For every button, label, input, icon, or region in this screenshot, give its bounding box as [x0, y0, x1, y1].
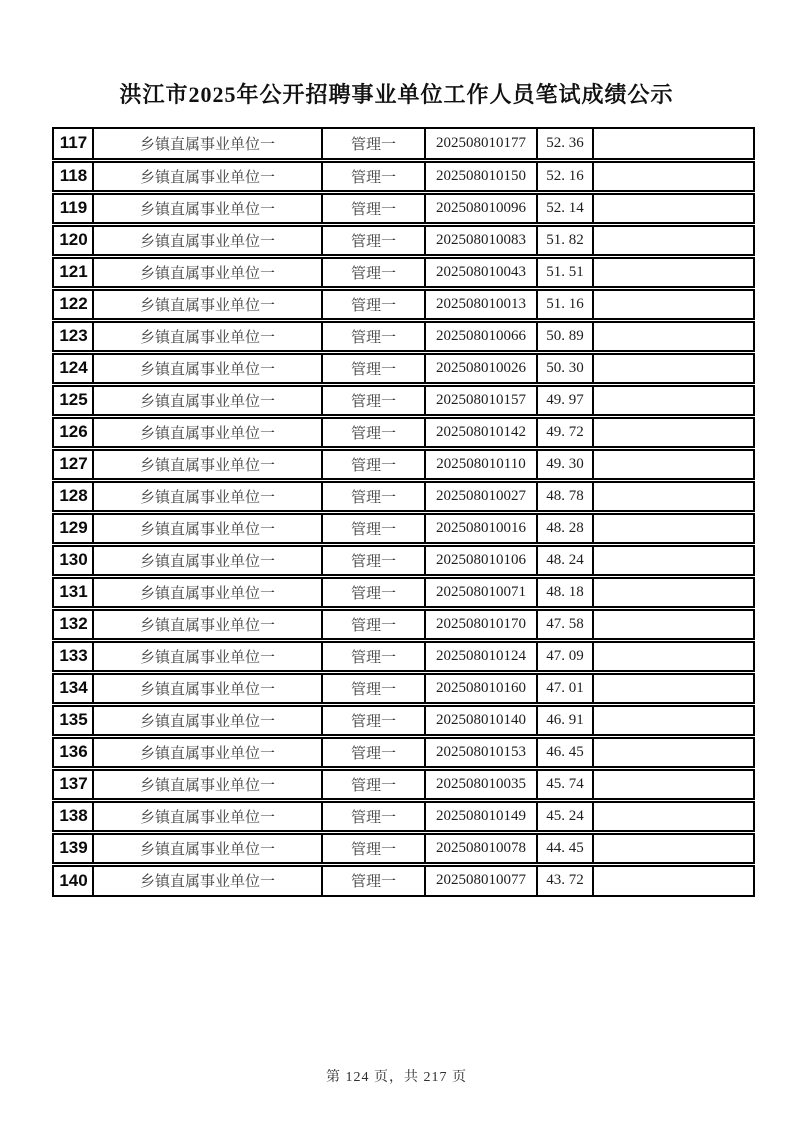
- table-row: [53, 768, 754, 800]
- position-cell: 管理一: [322, 480, 425, 512]
- unit-name-cell: 乡镇直属事业单位一: [93, 416, 322, 448]
- table-row: [53, 192, 754, 224]
- row-number-cell: 123: [53, 320, 93, 352]
- remark-cell: [593, 480, 754, 512]
- unit-name-cell: 乡镇直属事业单位一: [93, 704, 322, 736]
- remark-cell: [593, 832, 754, 864]
- exam-number-cell: 202508010149: [425, 800, 537, 832]
- position-cell: 管理一: [322, 672, 425, 704]
- table-row: [53, 608, 754, 640]
- position-cell: 管理一: [322, 640, 425, 672]
- table-row: [53, 352, 754, 384]
- unit-name-cell: 乡镇直属事业单位一: [93, 544, 322, 576]
- score-cell: 45. 74: [537, 768, 593, 800]
- unit-name-cell: 乡镇直属事业单位一: [93, 288, 322, 320]
- remark-cell: [593, 864, 754, 896]
- position-cell: 管理一: [322, 768, 425, 800]
- table-row: [53, 800, 754, 832]
- exam-number-cell: 202508010142: [425, 416, 537, 448]
- table-row: [53, 576, 754, 608]
- row-number-cell: 126: [53, 416, 93, 448]
- position-cell: 管理一: [322, 256, 425, 288]
- score-cell: 50. 30: [537, 352, 593, 384]
- exam-number-cell: 202508010027: [425, 480, 537, 512]
- exam-number-cell: 202508010071: [425, 576, 537, 608]
- score-cell: 45. 24: [537, 800, 593, 832]
- row-number-cell: 130: [53, 544, 93, 576]
- remark-cell: [593, 352, 754, 384]
- exam-number-cell: 202508010078: [425, 832, 537, 864]
- score-cell: 49. 72: [537, 416, 593, 448]
- table-row: [53, 736, 754, 768]
- table-row: [53, 832, 754, 864]
- table-row: [53, 224, 754, 256]
- position-cell: 管理一: [322, 544, 425, 576]
- table-row: [53, 128, 754, 160]
- score-cell: 52. 16: [537, 160, 593, 192]
- exam-number-cell: 202508010077: [425, 864, 537, 896]
- position-cell: 管理一: [322, 160, 425, 192]
- score-cell: 47. 01: [537, 672, 593, 704]
- score-cell: 48. 18: [537, 576, 593, 608]
- row-number-cell: 131: [53, 576, 93, 608]
- row-number-cell: 133: [53, 640, 93, 672]
- score-cell: 49. 97: [537, 384, 593, 416]
- score-cell: 43. 72: [537, 864, 593, 896]
- score-cell: 52. 14: [537, 192, 593, 224]
- exam-number-cell: 202508010013: [425, 288, 537, 320]
- exam-number-cell: 202508010026: [425, 352, 537, 384]
- exam-number-cell: 202508010083: [425, 224, 537, 256]
- position-cell: 管理一: [322, 800, 425, 832]
- unit-name-cell: 乡镇直属事业单位一: [93, 480, 322, 512]
- position-cell: 管理一: [322, 576, 425, 608]
- table-row: [53, 704, 754, 736]
- unit-name-cell: 乡镇直属事业单位一: [93, 512, 322, 544]
- table-row: [53, 448, 754, 480]
- score-cell: 48. 78: [537, 480, 593, 512]
- exam-number-cell: 202508010153: [425, 736, 537, 768]
- remark-cell: [593, 704, 754, 736]
- remark-cell: [593, 320, 754, 352]
- position-cell: 管理一: [322, 448, 425, 480]
- exam-number-cell: 202508010150: [425, 160, 537, 192]
- exam-number-cell: 202508010096: [425, 192, 537, 224]
- remark-cell: [593, 768, 754, 800]
- position-cell: 管理一: [322, 704, 425, 736]
- position-cell: 管理一: [322, 192, 425, 224]
- remark-cell: [593, 192, 754, 224]
- remark-cell: [593, 800, 754, 832]
- remark-cell: [593, 288, 754, 320]
- remark-cell: [593, 544, 754, 576]
- table-row: [53, 640, 754, 672]
- exam-number-cell: 202508010157: [425, 384, 537, 416]
- table-row: [53, 480, 754, 512]
- position-cell: 管理一: [322, 224, 425, 256]
- remark-cell: [593, 640, 754, 672]
- position-cell: 管理一: [322, 832, 425, 864]
- score-cell: 50. 89: [537, 320, 593, 352]
- table-row: [53, 512, 754, 544]
- unit-name-cell: 乡镇直属事业单位一: [93, 192, 322, 224]
- unit-name-cell: 乡镇直属事业单位一: [93, 800, 322, 832]
- position-cell: 管理一: [322, 736, 425, 768]
- score-cell: 51. 51: [537, 256, 593, 288]
- row-number-cell: 120: [53, 224, 93, 256]
- remark-cell: [593, 608, 754, 640]
- table-row: [53, 256, 754, 288]
- position-cell: 管理一: [322, 384, 425, 416]
- row-number-cell: 132: [53, 608, 93, 640]
- page-footer: 第 124 页，共 217 页: [326, 1070, 467, 1085]
- row-number-cell: 118: [53, 160, 93, 192]
- exam-number-cell: 202508010170: [425, 608, 537, 640]
- remark-cell: [593, 512, 754, 544]
- unit-name-cell: 乡镇直属事业单位一: [93, 448, 322, 480]
- position-cell: 管理一: [322, 352, 425, 384]
- exam-number-cell: 202508010106: [425, 544, 537, 576]
- unit-name-cell: 乡镇直属事业单位一: [93, 832, 322, 864]
- row-number-cell: 138: [53, 800, 93, 832]
- position-cell: 管理一: [322, 128, 425, 160]
- table-row: [53, 288, 754, 320]
- row-number-cell: 124: [53, 352, 93, 384]
- row-number-cell: 139: [53, 832, 93, 864]
- unit-name-cell: 乡镇直属事业单位一: [93, 256, 322, 288]
- score-cell: 44. 45: [537, 832, 593, 864]
- score-cell: 47. 09: [537, 640, 593, 672]
- remark-cell: [593, 672, 754, 704]
- row-number-cell: 140: [53, 864, 93, 896]
- table-row: [53, 160, 754, 192]
- unit-name-cell: 乡镇直属事业单位一: [93, 224, 322, 256]
- exam-number-cell: 202508010016: [425, 512, 537, 544]
- table-row: [53, 384, 754, 416]
- table-row: [53, 320, 754, 352]
- row-number-cell: 128: [53, 480, 93, 512]
- remark-cell: [593, 448, 754, 480]
- score-cell: 46. 45: [537, 736, 593, 768]
- unit-name-cell: 乡镇直属事业单位一: [93, 672, 322, 704]
- exam-number-cell: 202508010035: [425, 768, 537, 800]
- unit-name-cell: 乡镇直属事业单位一: [93, 128, 322, 160]
- exam-number-cell: 202508010124: [425, 640, 537, 672]
- unit-name-cell: 乡镇直属事业单位一: [93, 768, 322, 800]
- position-cell: 管理一: [322, 320, 425, 352]
- row-number-cell: 129: [53, 512, 93, 544]
- row-number-cell: 122: [53, 288, 93, 320]
- remark-cell: [593, 576, 754, 608]
- remark-cell: [593, 160, 754, 192]
- row-number-cell: 134: [53, 672, 93, 704]
- score-cell: 48. 28: [537, 512, 593, 544]
- position-cell: 管理一: [322, 288, 425, 320]
- row-number-cell: 136: [53, 736, 93, 768]
- score-cell: 46. 91: [537, 704, 593, 736]
- unit-name-cell: 乡镇直属事业单位一: [93, 160, 322, 192]
- table-row: [53, 544, 754, 576]
- page-title: 洪江市2025年公开招聘事业单位工作人员笔试成绩公示: [119, 82, 674, 107]
- unit-name-cell: 乡镇直属事业单位一: [93, 736, 322, 768]
- table-row: [53, 864, 754, 896]
- remark-cell: [593, 736, 754, 768]
- remark-cell: [593, 384, 754, 416]
- row-number-cell: 127: [53, 448, 93, 480]
- remark-cell: [593, 416, 754, 448]
- unit-name-cell: 乡镇直属事业单位一: [93, 608, 322, 640]
- row-number-cell: 117: [53, 128, 93, 160]
- row-number-cell: 137: [53, 768, 93, 800]
- unit-name-cell: 乡镇直属事业单位一: [93, 864, 322, 896]
- score-cell: 51. 16: [537, 288, 593, 320]
- position-cell: 管理一: [322, 416, 425, 448]
- unit-name-cell: 乡镇直属事业单位一: [93, 352, 322, 384]
- exam-number-cell: 202508010043: [425, 256, 537, 288]
- remark-cell: [593, 256, 754, 288]
- table-row: [53, 416, 754, 448]
- row-number-cell: 125: [53, 384, 93, 416]
- unit-name-cell: 乡镇直属事业单位一: [93, 384, 322, 416]
- table-row: [53, 672, 754, 704]
- row-number-cell: 135: [53, 704, 93, 736]
- unit-name-cell: 乡镇直属事业单位一: [93, 576, 322, 608]
- position-cell: 管理一: [322, 864, 425, 896]
- exam-number-cell: 202508010177: [425, 128, 537, 160]
- exam-number-cell: 202508010066: [425, 320, 537, 352]
- exam-number-cell: 202508010160: [425, 672, 537, 704]
- unit-name-cell: 乡镇直属事业单位一: [93, 320, 322, 352]
- row-number-cell: 121: [53, 256, 93, 288]
- score-cell: 47. 58: [537, 608, 593, 640]
- score-cell: 48. 24: [537, 544, 593, 576]
- row-number-cell: 119: [53, 192, 93, 224]
- remark-cell: [593, 224, 754, 256]
- score-cell: 52. 36: [537, 128, 593, 160]
- score-table: [52, 127, 755, 897]
- remark-cell: [593, 128, 754, 160]
- position-cell: 管理一: [322, 608, 425, 640]
- score-cell: 51. 82: [537, 224, 593, 256]
- score-cell: 49. 30: [537, 448, 593, 480]
- exam-number-cell: 202508010140: [425, 704, 537, 736]
- unit-name-cell: 乡镇直属事业单位一: [93, 640, 322, 672]
- position-cell: 管理一: [322, 512, 425, 544]
- exam-number-cell: 202508010110: [425, 448, 537, 480]
